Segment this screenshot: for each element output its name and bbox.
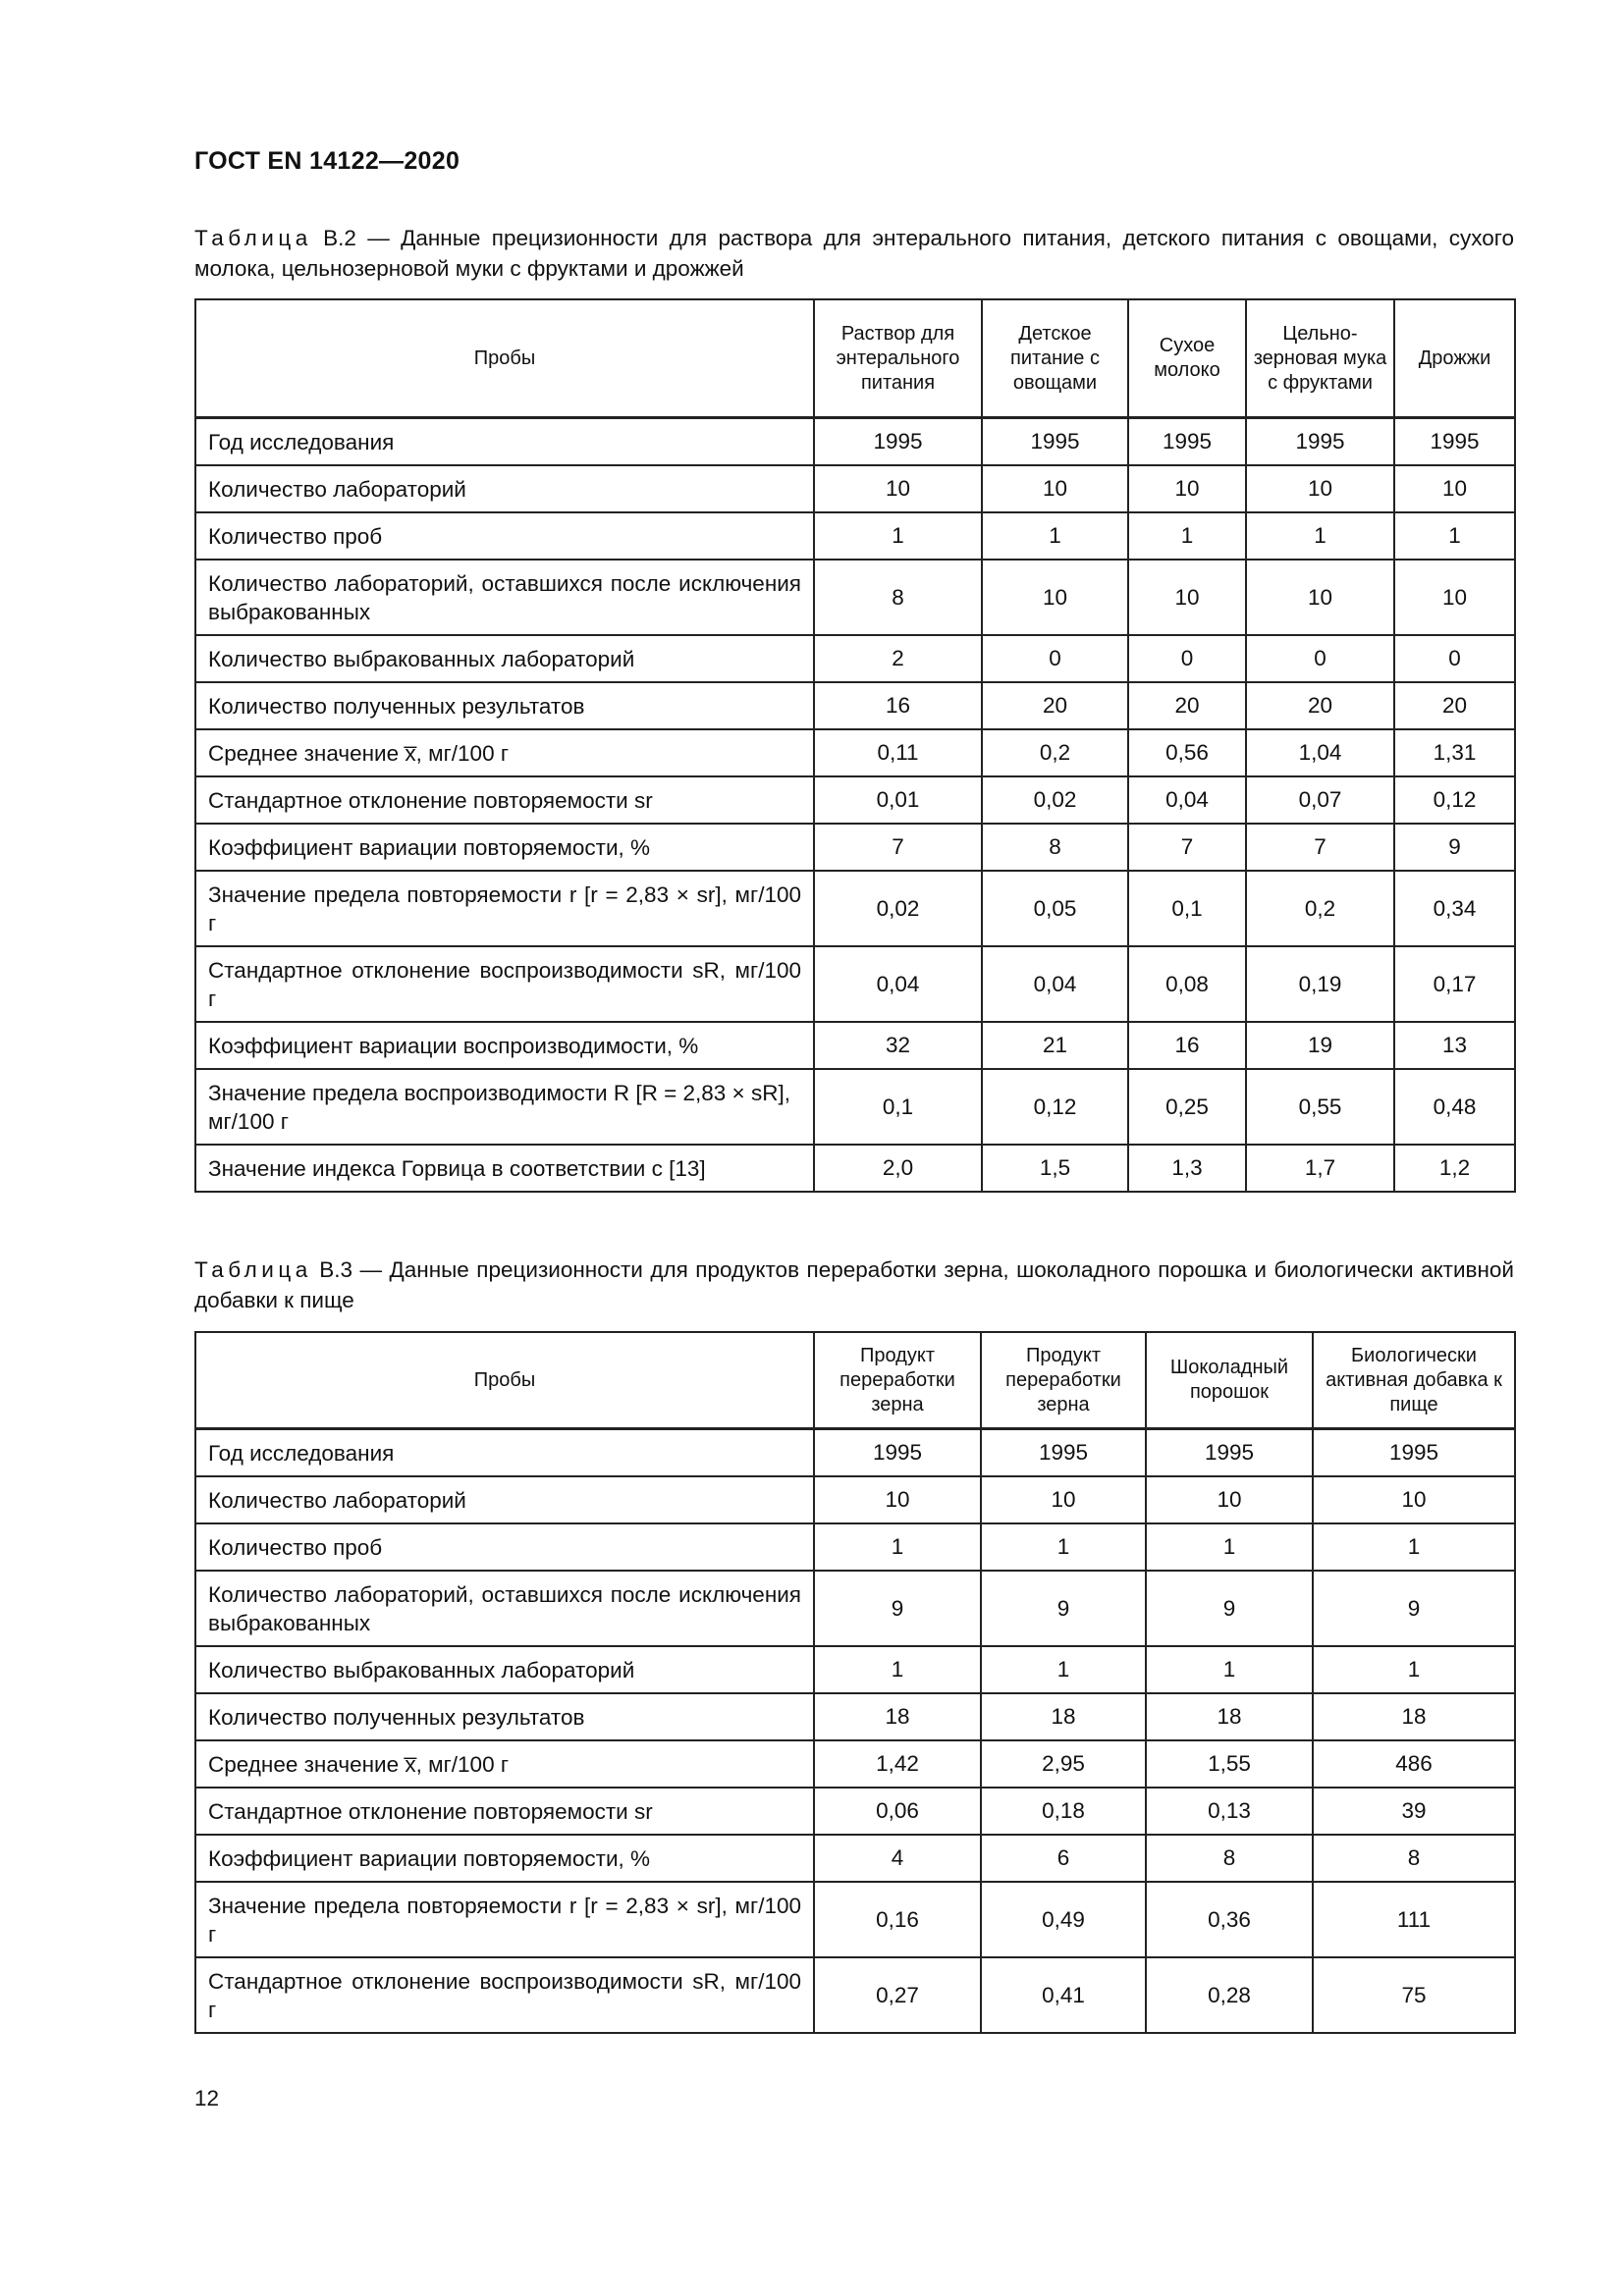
cell: 1	[814, 1646, 981, 1693]
cell: 0,12	[982, 1069, 1128, 1145]
cell: 9	[981, 1571, 1146, 1646]
cell: 0,56	[1128, 729, 1246, 776]
cell: 10	[1128, 465, 1246, 512]
cell: 1	[1313, 1646, 1515, 1693]
cell: 10	[1246, 560, 1394, 635]
cell: 0,02	[982, 776, 1128, 824]
table-row	[195, 560, 1515, 635]
cell: 10	[981, 1476, 1146, 1523]
cell: 8	[982, 824, 1128, 871]
table-b2-caption	[194, 223, 1514, 284]
cell: 1,31	[1394, 729, 1515, 776]
row-label: Количество выбракованных лабораторий	[195, 1646, 814, 1693]
cell: 10	[982, 560, 1128, 635]
header-chocolate-powder: Шоколадный порошок	[1146, 1332, 1313, 1429]
cell: 8	[814, 560, 982, 635]
table-header-row	[195, 1332, 1515, 1429]
header-dietary-supplement: Биологически активная добавка к пище	[1313, 1332, 1515, 1429]
cell: 0	[1394, 635, 1515, 682]
header-baby-food: Детское питание с овощами	[982, 299, 1128, 418]
cell: 18	[1313, 1693, 1515, 1740]
row-label: Значение предела воспроизводимости R [R = 2,83 × sR], мг/100 г	[195, 1069, 814, 1145]
cell: 1	[1146, 1523, 1313, 1571]
cell: 0,49	[981, 1882, 1146, 1957]
table-row	[195, 682, 1515, 729]
cell: 0,1	[814, 1069, 982, 1145]
cell: 1	[1394, 512, 1515, 560]
cell: 0,2	[982, 729, 1128, 776]
row-label: Среднее значение x̅, мг/100 г	[195, 729, 814, 776]
precision-table-b3	[194, 1331, 1516, 2034]
row-label: Среднее значение x̅, мг/100 г	[195, 1740, 814, 1788]
cell: 1	[1313, 1523, 1515, 1571]
cell: 1,55	[1146, 1740, 1313, 1788]
table-row	[195, 824, 1515, 871]
row-label: Стандартное отклонение воспроизводимости sR, мг/100 г	[195, 946, 814, 1022]
cell: 20	[1394, 682, 1515, 729]
cell: 0,25	[1128, 1069, 1246, 1145]
cell: 75	[1313, 1957, 1515, 2033]
table-row	[195, 1882, 1515, 1957]
table-row	[195, 1646, 1515, 1693]
header-enteral: Раствор для энтерального питания	[814, 299, 982, 418]
cell: 10	[814, 465, 982, 512]
caption-prefix: Таблица	[194, 1257, 312, 1282]
row-label: Количество проб	[195, 512, 814, 560]
cell: 1	[814, 512, 982, 560]
table-header-row	[195, 299, 1515, 418]
cell: 0,11	[814, 729, 982, 776]
header-grain-product-1: Продукт переработки зерна	[814, 1332, 981, 1429]
cell: 1995	[982, 418, 1128, 466]
table-row	[195, 1022, 1515, 1069]
cell: 0,16	[814, 1882, 981, 1957]
cell: 1995	[1146, 1429, 1313, 1477]
cell: 1	[1128, 512, 1246, 560]
table-row	[195, 1835, 1515, 1882]
page-number: 12	[194, 2086, 220, 2110]
row-label: Стандартное отклонение повторяемости sr	[195, 1788, 814, 1835]
cell: 0,04	[1128, 776, 1246, 824]
cell: 7	[814, 824, 982, 871]
cell: 18	[981, 1693, 1146, 1740]
caption-text: В.3 — Данные прецизионности для продуктов переработки зерна, шоколадного порошка и биологически активной добавки к пище	[194, 1257, 1514, 1312]
cell: 9	[1394, 824, 1515, 871]
row-label: Количество лабораторий, оставшихся после исключения выбракованных	[195, 560, 814, 635]
cell: 0	[1128, 635, 1246, 682]
row-label: Количество лабораторий	[195, 465, 814, 512]
row-label: Год исследования	[195, 418, 814, 466]
cell: 1,2	[1394, 1145, 1515, 1192]
cell: 486	[1313, 1740, 1515, 1788]
cell: 20	[982, 682, 1128, 729]
cell: 0	[1246, 635, 1394, 682]
cell: 0,04	[814, 946, 982, 1022]
row-label: Коэффициент вариации повторяемости, %	[195, 824, 814, 871]
table-row	[195, 946, 1515, 1022]
cell: 2,95	[981, 1740, 1146, 1788]
cell: 0,12	[1394, 776, 1515, 824]
cell: 1	[982, 512, 1128, 560]
cell: 16	[1128, 1022, 1246, 1069]
table-row	[195, 1693, 1515, 1740]
cell: 1995	[981, 1429, 1146, 1477]
cell: 0,41	[981, 1957, 1146, 2033]
table-row	[195, 1523, 1515, 1571]
cell: 1	[1246, 512, 1394, 560]
table-row	[195, 1788, 1515, 1835]
cell: 1995	[1394, 418, 1515, 466]
cell: 1,3	[1128, 1145, 1246, 1192]
caption-text: В.2 — Данные прецизионности для раствора для энтерального питания, детского питания с овощами, сухого молока, цельнозерновой муки с фруктами и дрожжей	[194, 226, 1514, 281]
precision-table-b2	[194, 298, 1516, 1193]
cell: 2,0	[814, 1145, 982, 1192]
cell: 32	[814, 1022, 982, 1069]
cell: 0,2	[1246, 871, 1394, 946]
cell: 6	[981, 1835, 1146, 1882]
cell: 1	[814, 1523, 981, 1571]
cell: 9	[1313, 1571, 1515, 1646]
cell: 10	[814, 1476, 981, 1523]
cell: 10	[1246, 465, 1394, 512]
cell: 1995	[1313, 1429, 1515, 1477]
cell: 20	[1246, 682, 1394, 729]
table-row	[195, 1571, 1515, 1646]
table-row	[195, 418, 1515, 466]
cell: 18	[1146, 1693, 1313, 1740]
header-grain-product-2: Продукт переработки зерна	[981, 1332, 1146, 1429]
caption-prefix: Таблица	[194, 226, 312, 250]
cell: 10	[1146, 1476, 1313, 1523]
cell: 7	[1128, 824, 1246, 871]
row-label: Количество выбракованных лабораторий	[195, 635, 814, 682]
row-label: Значение индекса Горвица в соответствии с [13]	[195, 1145, 814, 1192]
cell: 18	[814, 1693, 981, 1740]
cell: 21	[982, 1022, 1128, 1069]
cell: 20	[1128, 682, 1246, 729]
cell: 1,42	[814, 1740, 981, 1788]
row-label: Коэффициент вариации воспроизводимости, %	[195, 1022, 814, 1069]
cell: 10	[982, 465, 1128, 512]
row-label: Стандартное отклонение повторяемости sr	[195, 776, 814, 824]
cell: 0,27	[814, 1957, 981, 2033]
cell: 1995	[1128, 418, 1246, 466]
row-label: Значение предела повторяемости r [r = 2,83 × sr], мг/100 г	[195, 871, 814, 946]
cell: 0,48	[1394, 1069, 1515, 1145]
cell: 1	[1146, 1646, 1313, 1693]
cell: 0,1	[1128, 871, 1246, 946]
cell: 2	[814, 635, 982, 682]
table-row	[195, 1476, 1515, 1523]
table-row	[195, 729, 1515, 776]
cell: 4	[814, 1835, 981, 1882]
cell: 1,04	[1246, 729, 1394, 776]
cell: 9	[814, 1571, 981, 1646]
row-label: Год исследования	[195, 1429, 814, 1477]
cell: 8	[1146, 1835, 1313, 1882]
cell: 0,08	[1128, 946, 1246, 1022]
table-row	[195, 635, 1515, 682]
cell: 10	[1128, 560, 1246, 635]
header-samples: Пробы	[195, 1332, 814, 1429]
cell: 39	[1313, 1788, 1515, 1835]
cell: 1	[981, 1523, 1146, 1571]
row-label: Количество проб	[195, 1523, 814, 1571]
row-label: Стандартное отклонение воспроизводимости sR, мг/100 г	[195, 1957, 814, 2033]
table-row	[195, 465, 1515, 512]
cell: 0,19	[1246, 946, 1394, 1022]
cell: 9	[1146, 1571, 1313, 1646]
row-label: Значение предела повторяемости r [r = 2,83 × sr], мг/100 г	[195, 1882, 814, 1957]
cell: 0,55	[1246, 1069, 1394, 1145]
cell: 8	[1313, 1835, 1515, 1882]
table-row	[195, 776, 1515, 824]
cell: 0,17	[1394, 946, 1515, 1022]
row-label: Количество лабораторий	[195, 1476, 814, 1523]
header-dry-milk: Сухое молоко	[1128, 299, 1246, 418]
row-label: Количество лабораторий, оставшихся после исключения выбракованных	[195, 1571, 814, 1646]
cell: 0,28	[1146, 1957, 1313, 2033]
cell: 0,34	[1394, 871, 1515, 946]
cell: 0,18	[981, 1788, 1146, 1835]
table-b3-caption	[194, 1255, 1514, 1315]
cell: 1995	[814, 418, 982, 466]
cell: 16	[814, 682, 982, 729]
cell: 1995	[1246, 418, 1394, 466]
header-wholegrain-flour: Цельно-зерновая мука с фруктами	[1246, 299, 1394, 418]
cell: 1,7	[1246, 1145, 1394, 1192]
cell: 0,02	[814, 871, 982, 946]
cell: 0,07	[1246, 776, 1394, 824]
cell: 19	[1246, 1022, 1394, 1069]
cell: 0,01	[814, 776, 982, 824]
cell: 10	[1313, 1476, 1515, 1523]
cell: 1,5	[982, 1145, 1128, 1192]
cell: 0,05	[982, 871, 1128, 946]
cell: 1995	[814, 1429, 981, 1477]
header-yeast: Дрожжи	[1394, 299, 1515, 418]
row-label: Количество полученных результатов	[195, 1693, 814, 1740]
table-row	[195, 1429, 1515, 1477]
row-label: Количество полученных результатов	[195, 682, 814, 729]
cell: 0	[982, 635, 1128, 682]
cell: 10	[1394, 465, 1515, 512]
table-row	[195, 1069, 1515, 1145]
table-row	[195, 1957, 1515, 2033]
cell: 7	[1246, 824, 1394, 871]
document-header: ГОСТ EN 14122—2020	[194, 147, 460, 175]
table-row	[195, 1740, 1515, 1788]
cell: 13	[1394, 1022, 1515, 1069]
table-row	[195, 1145, 1515, 1192]
cell: 0,06	[814, 1788, 981, 1835]
header-samples: Пробы	[195, 299, 814, 418]
cell: 10	[1394, 560, 1515, 635]
cell: 1	[981, 1646, 1146, 1693]
cell: 0,13	[1146, 1788, 1313, 1835]
table-row	[195, 512, 1515, 560]
cell: 0,04	[982, 946, 1128, 1022]
cell: 0,36	[1146, 1882, 1313, 1957]
cell: 111	[1313, 1882, 1515, 1957]
row-label: Коэффициент вариации повторяемости, %	[195, 1835, 814, 1882]
table-row	[195, 871, 1515, 946]
